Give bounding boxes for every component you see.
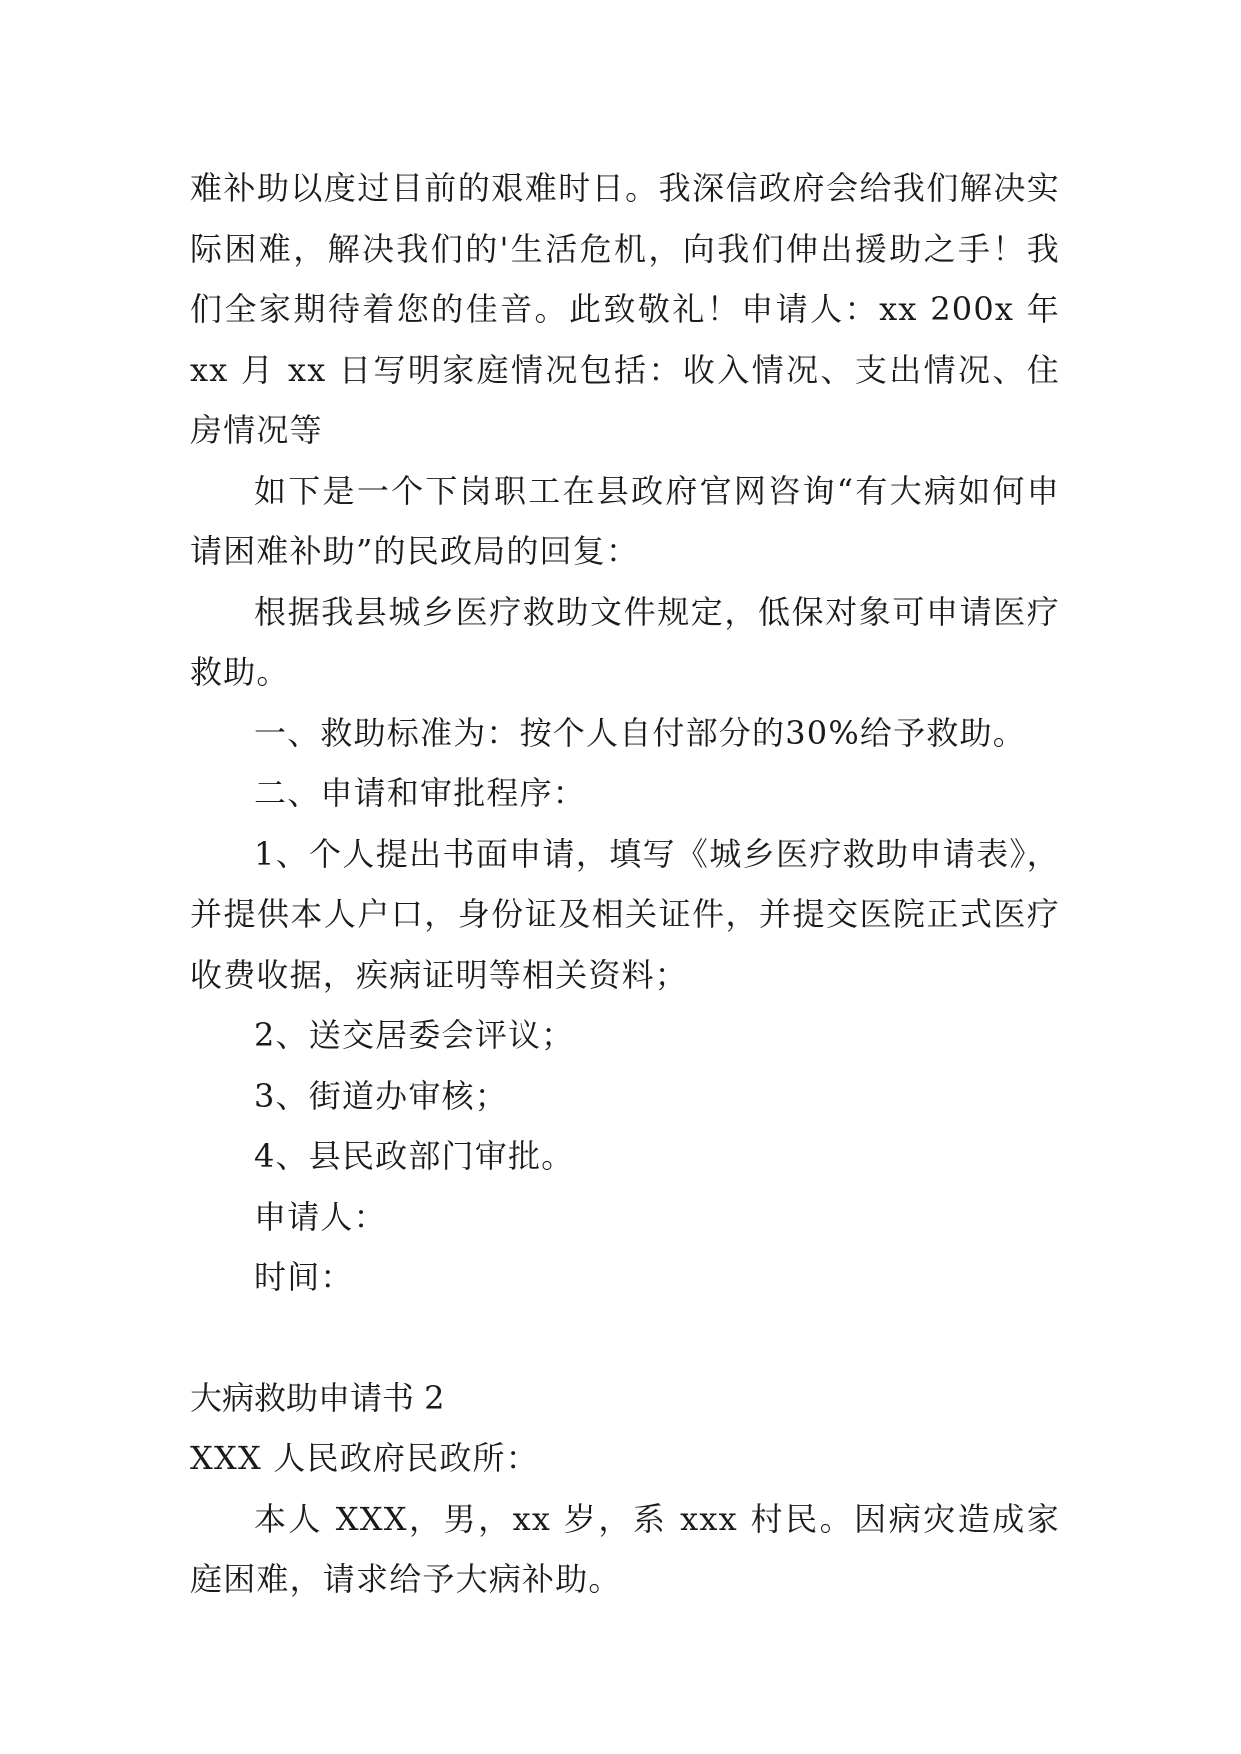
paragraph-hardship-summary: 难补助以度过目前的艰难时日。我深信政府会给我们解决实际困难，解决我们的'生活危机，向我们伸出援助之手！我们全家期待着您的佳音。此致敬礼！申请人：xx 200x 年 xx 月 xx 日写明家庭情况包括：收入情况、支出情况、住房情况等 bbox=[190, 169, 1060, 449]
paragraph-step-2: 2、送交居委会评议； bbox=[254, 1016, 575, 1054]
paragraph-standard: 一、救助标准为：按个人自付部分的30%给予救助。 bbox=[254, 713, 1026, 752]
applicant-label: 申请人： bbox=[254, 1197, 387, 1236]
section-title: 大病救助申请书 2 bbox=[190, 1378, 445, 1417]
paragraph-step-1: 1、个人提出书面申请，填写《城乡医疗救助申请表》，并提供本人户口，身份证及相关证件，并提交医院正式医疗收费收据，疾病证明等相关资料； bbox=[190, 834, 1060, 994]
time-label: 时间： bbox=[254, 1258, 354, 1296]
addressee: XXX 人民政府民政所： bbox=[190, 1439, 539, 1477]
paragraph-regulation: 根据我县城乡医疗救助文件规定，低保对象可申请医疗救助。 bbox=[190, 592, 1060, 691]
paragraph-inquiry-intro: 如下是一个下岗职工在县政府官网咨询“有大病如何申请困难补助”的民政局的回复： bbox=[190, 471, 1060, 570]
section-gap bbox=[190, 1308, 1060, 1368]
paragraph-step-4: 4、县民政部门审批。 bbox=[254, 1137, 575, 1175]
paragraph-application-body: 本人 XXX，男，xx 岁，系 xxx 村民。因病灾造成家庭困难，请求给予大病补助。 bbox=[190, 1499, 1060, 1598]
paragraph-procedure-heading: 二、申请和审批程序： bbox=[254, 774, 587, 812]
paragraph-step-3: 3、街道办审核； bbox=[254, 1076, 508, 1115]
document-page bbox=[190, 158, 1060, 1610]
